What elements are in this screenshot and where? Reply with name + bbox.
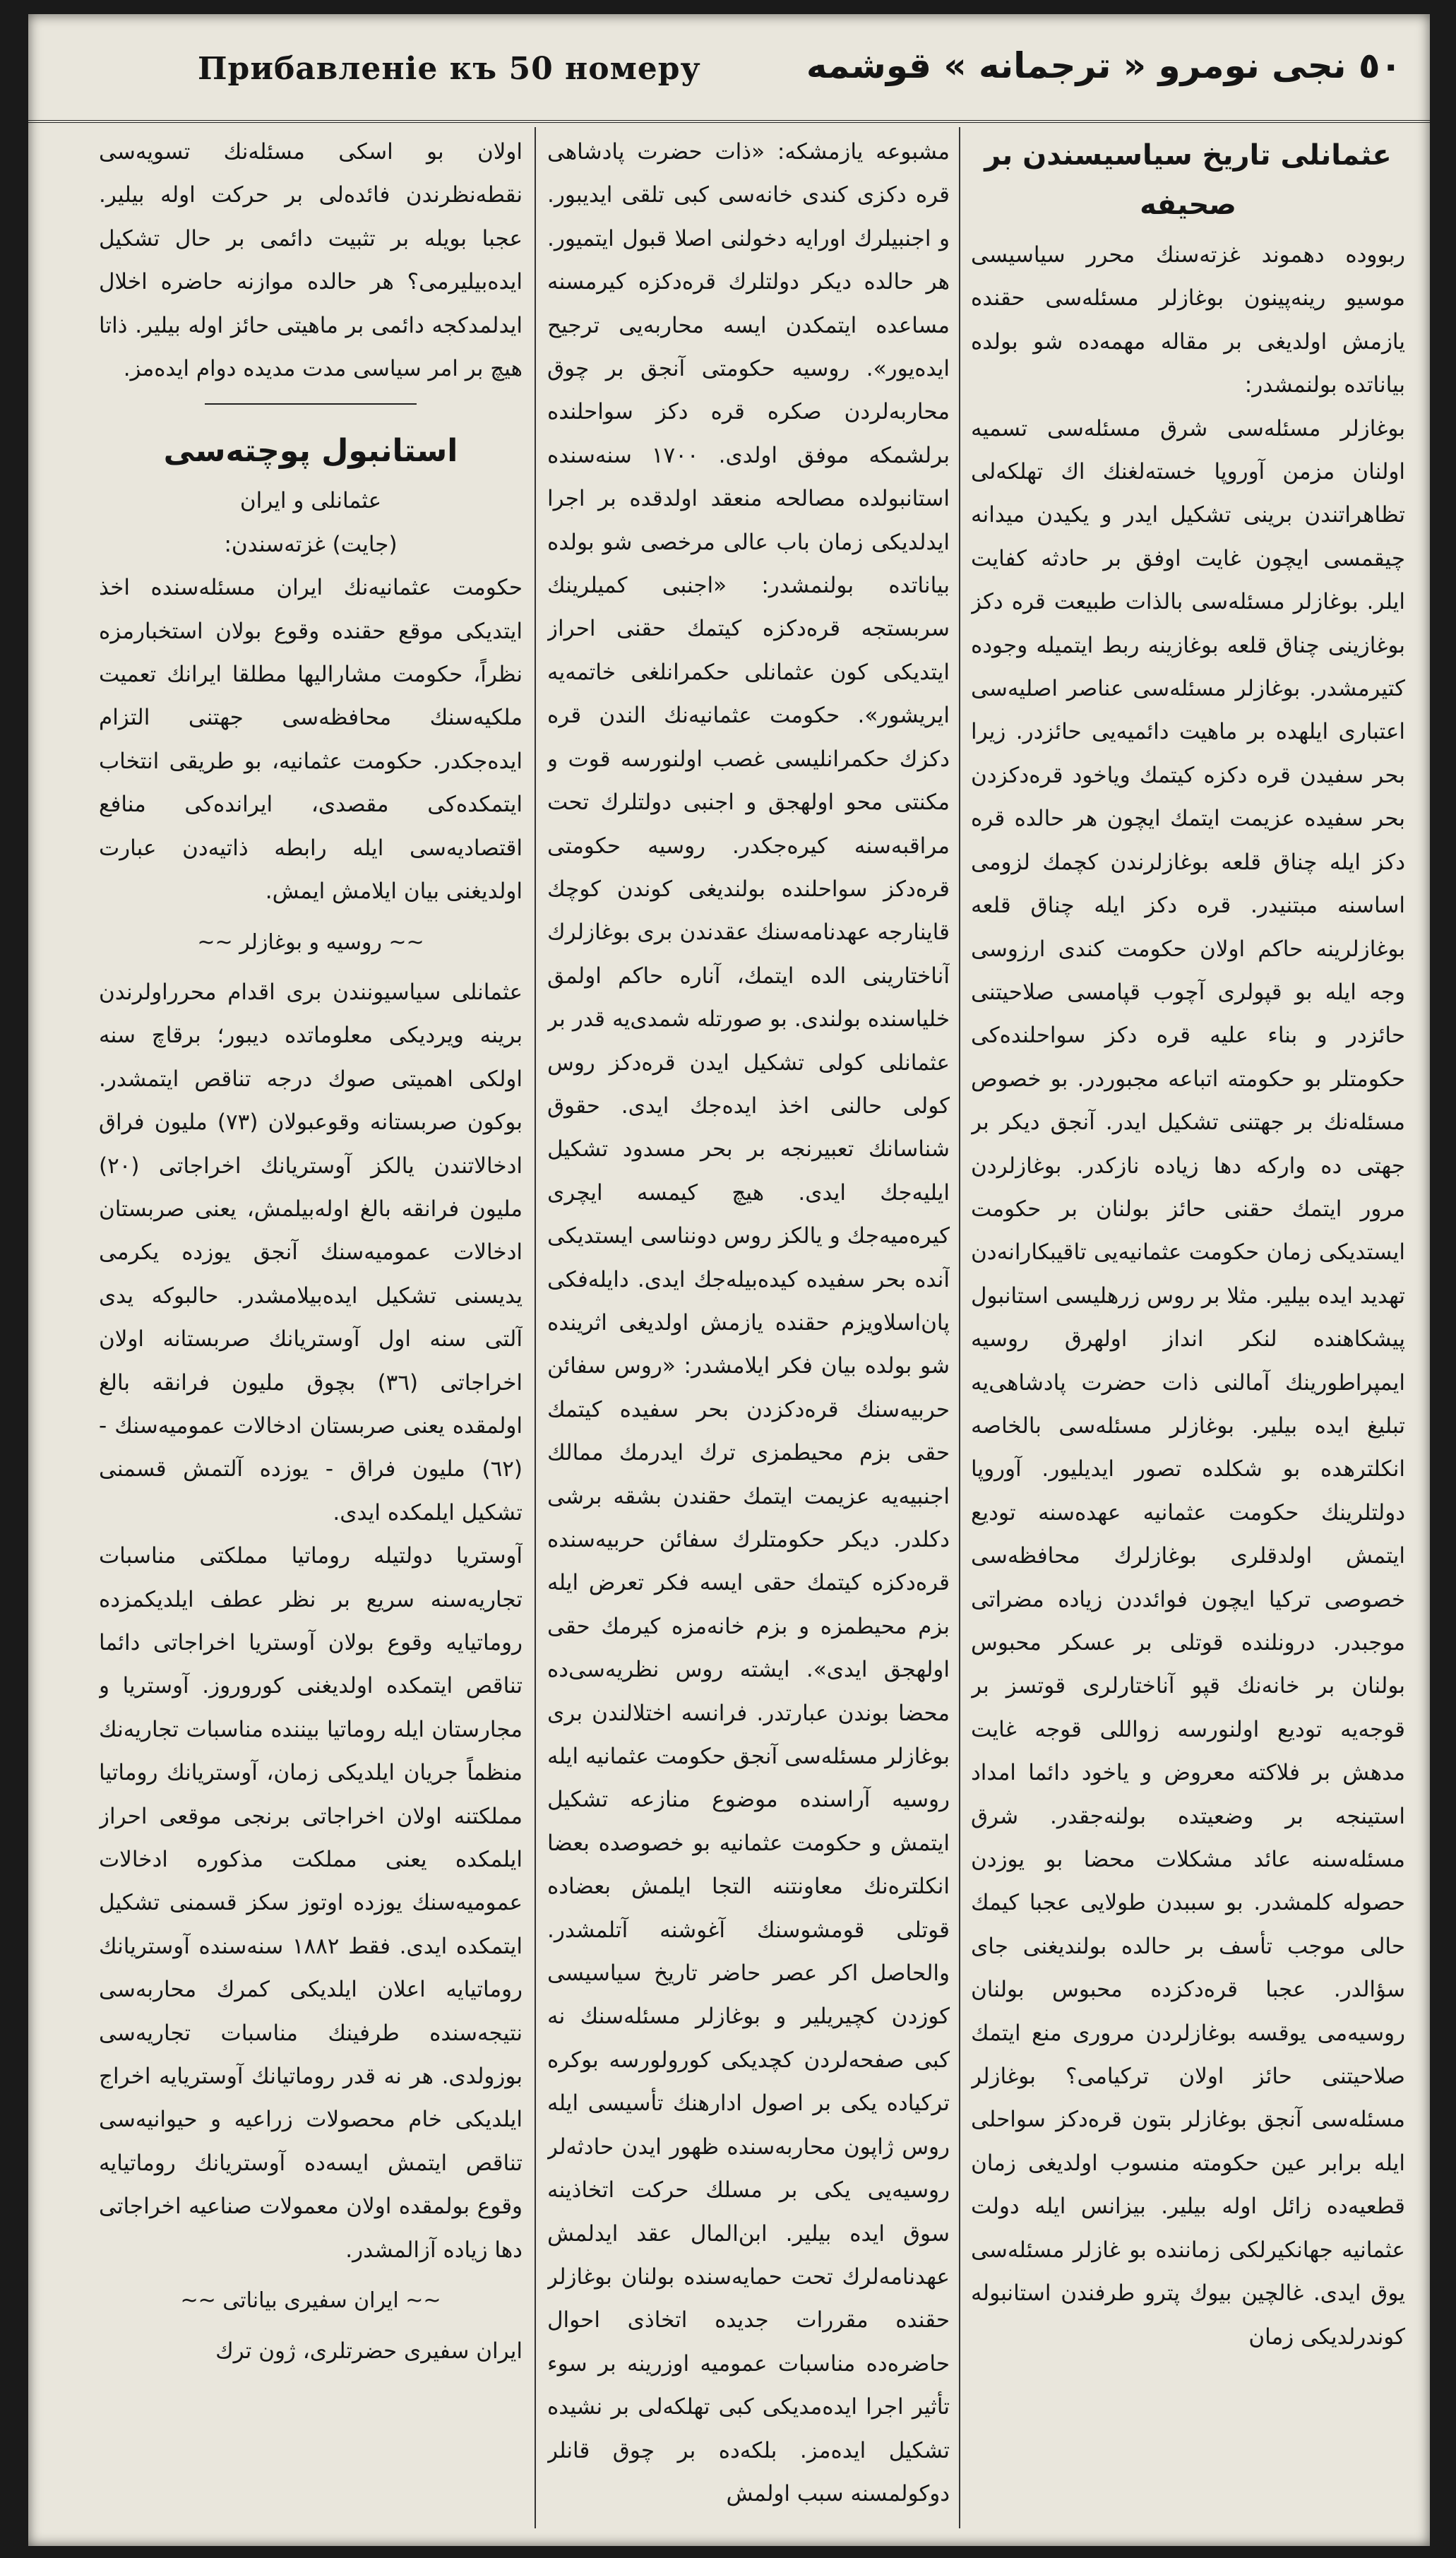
article-paragraph: اولان بو اسکی مسئله‌نك تسویه‌سی نقطه‌نظرندن فائده‌لی بر حرکت اوله بیلیر. عجبا بویله بر تثبیت دائمی بر حال تشکیل ایده‌بیلیرمی؟ هر حالده موازنه حاضره اخلال ایدلمدکجه دائمی بر ماهیتی حائز اوله بیلیر. ذاتا هیچ بر امر سیاسی مدت مدیده دوام ایده‌مز. — [99, 139, 523, 382]
article-paragraph: مشبوعه یازمشکه: «ذات حضرت پادشاهی قره دکزی کندی خانه‌سی کبی تلقی ایدیبور. و اجنبیلرك اورایه دخولنی اصلا قبول ایتمیور. هر حالده دیکر دولتلرك قره‌دکزه کیرمسنه مساعده ایتمکدن ایسه محاربه‌یی ترجیح ایده‌یور». روسیه حکومتی آنجق بر چوق محاربه‌لردن صکره قره دکز سواحلنده برلشمکه موفق اولدی. ١٧٠٠ سنه‌سنده استانبولده مصالحه منعقد اولدقده بر اجرا ایدلدیکی زمان باب عالی مرخصی شو بولده بیاناتده بولنمشدر: «اجنبی کمیلرینك سربستجه قره‌دکزه کیتمك حقنی احراز ایتدیکی کون عثمانلی حکمرانلغی خاتمه‌یه ایریشور». حکومت عثمانیه‌نك الندن قره دکزك حکمرانلیسی غصب اولنورسه قوت و مکنتی محو اولهجق و اجنبی دولتلرك تحت مراقبه‌سنه کیره‌جکدر. روسیه حکومتی قره‌دکز سواحلنده بولندیغی کوندن کوچك قاینارجه عهدنامه‌سنك عقدندن بری بوغازلرك آناختارینی الده ایتمك، آناره حاکم اولمق خلیاسنده بولندی. بو صورتله شمدی‌یه قدر بر عثمانلی کولی تشکیل ایدن قره‌دکز روس کولی حالنی اخذ ایده‌جك ایدی. حقوق شناسانك تعبیرنجه بر بحر مسدود تشکیل ایلیه‌جك ایدی. هیچ کیمسه ایچری کیره‌میه‌جك و یالکز روس دونناسی ایستدیکی آنده بحر سفیده کیده‌بیله‌جك ایدی. دایله‌فکی پان‌اسلاویزم حقنده یازمش اولدیغی اثرینده شو بولده بیان فکر ایلامشدر: «روس سفائن حربیه‌سنك قره‌دکزدن بحر سفیده کیتمك حقی بزم محیطمزی ترك ایدرمك ممالك اجنبیه‌یه عزیمت ایتمك حقندن بشقه برشی دکلدر. دیکر حکومتلرك سفائن حربیه‌سنده قره‌دکزه کیتمك حقی ایسه فکر تعرض ایله بزم محیطمزه و بزم خانه‌مزه کیرمك حقی اولهجق ایدی». ایشته روس نظریه‌سی‌ده محضا بوندن عبارتدر. فرانسه اختلالندن بری بوغازلر مسئله‌سی آنجق حکومت عثمانیه ایله روسیه آراسنده موضوع منازعه تشکیل ایتمش و حکومت عثمانیه بو خصوصده بعضا انکلتره‌نك معاونتنه التجا ایلمش بعضاده قوتلی قومشوسنك آغوشنه آتلمشدر. والحاصل اکر عصر حاضر تاریخ سیاسیسی کوزدن کچیریلیر و بوغازلر مسئله‌سنك نه کبی صفحه‌لردن کچدیکی کورولورسه بوکره ترکیاده یکی بر اصول ادارهنك تأسیسی ایله روس ژاپون محاربه‌سنده ظهور ایدن حادثه‌لر روسیه‌یی یکی بر مسلك حرکت اتخاذینه سوق ایده بیلیر. ابن‌المال عقد ایدلمش عهدنامه‌لرك تحت حمایه‌سنده بولنان بوغازلر حقنده مقررات جدیده اتخاذی احوال حاضره‌ده مناسبات عمومیه اوزرینه بر سوء تأثیر اجرا ایده‌مدیکی کبی تهلکه‌لی بر نشیده تشکیل ایده‌مز. بلکه‌ده بر چوق قانلر دوکولمسنه سبب اولمش — [547, 139, 950, 2506]
column-right — [971, 131, 1405, 2525]
article-paragraph: آوستریا دولتیله روماتیا مملکتی مناسبات تجاریه‌سنه سریع بر نظر عطف ایلدیکمزده روماتیایه وقوع بولان آوستریا اخراجاتی دائما تناقص ایتمکده اولدیغنی کوروروز. آوستریا و مجارستان ایله روماتیا بیننده مناسبات تجاریه‌نك منظماً جریان ایلدیکی زمان، آوستریانك روماتیا مملکتنه اولان اخراجاتی برنجی موقعی احراز ایلمکده یعنی مملکت مذکوره ادخالات عمومیه‌سنك یوزده اوتوز سکز قسمنی تشکیل ایتمکده ایدی. فقط ١٨٨٢ سنه‌سنده آوستریانك روماتیایه اعلان ایلدیکی کمرك محاربه‌سی نتیجه‌سنده طرفینك مناسبات تجاریه‌سی بوزولدی. هر نه قدر روماتیانك آوستریایه اخراج ایلدیکی خام محصولات زراعیه و حیوانیه‌سی تناقص ایتمش ایسه‌ده آوستریانك روماتیایه وقوع بولمقده اولان معمولات صناعیه اخراجاتی دها زیاده آزالمشدر. — [99, 1543, 523, 2263]
article-title: عثمانلی تاریخ سیاسیسندن بر صحیفه — [984, 139, 1392, 221]
ornament-heading — [99, 2279, 523, 2322]
section-subtitle: عثمانلی و ایران — [239, 488, 382, 514]
section-divider — [205, 403, 417, 405]
ornament-icon: ~~ — [197, 929, 233, 955]
section-source: (جایت) غزته‌سندن: — [224, 531, 398, 557]
column-rule — [959, 127, 960, 2528]
article-paragraph: عثمانلی سیاسیونندن بری اقدام محرراولرندن برینه ویردیکی معلوماتده دیبور؛ برقاچ سنه اولکی اهمیتی صوك درجه تناقص ایتمشدر. بوکون صربستانه وقوعبولان (٧٣) ملیون فراق ادخالاتندن یالکز آوستریانك اخراجاتی (٢٠) ملیون فرانقه بالغ اوله‌بیلمش، یعنی صربستان ادخالات عمومیه‌سنك آنجق یوزده یکرمی یدیسنی تشکیل ایده‌بیلامشدر. حالبوکه یدی آلتی سنه اول آوستریانك صربستانه اولان اخراجاتی (٣٦) بچوق ملیون فرانقه بالغ اولمقده یعنی صربستان ادخالات عمومیه‌سنك - (٦٢) ملیون فراق - یوزده آلتمش قسمنی تشکیل ایلمکده ایدی. — [99, 979, 523, 1525]
ornament-icon: ~~ — [405, 2288, 441, 2314]
column-left — [99, 131, 523, 2525]
section-title: استانبول پوچته‌سی — [163, 433, 458, 470]
column-rule — [535, 127, 536, 2528]
article-paragraph: ایران سفیری حضرتلری، ژون ترك — [215, 2338, 523, 2364]
ornament-icon: ~~ — [180, 2288, 216, 2314]
newspaper-page — [28, 14, 1430, 2546]
masthead — [28, 14, 1430, 123]
ornament-heading — [99, 921, 523, 964]
article-paragraph: ربووده دهموند غزته‌سنك محرر سیاسیسی موسیو رینه‌پینون بوغازلر مسئله‌سی حقنده یازمش اولدیغی بر مقاله مهمه‌ده شو بولده بیاناتده بولنمشدر: — [971, 242, 1405, 398]
masthead-turkish-title: ٥٠ نجی نومرو « ترجمانه » قوشمه — [806, 45, 1402, 86]
column-middle — [547, 131, 950, 2525]
article-paragraph: بوغازلر مسئله‌سی شرق مسئله‌سی تسمیه اولنان مزمن آوروپا خسته‌لغنك اك تهلکه‌لی تظاهراتندن برینی تشکیل ایدر و یکیدن میدانه چیقمسی ایچون غایت اوفق بر حادثه کفایت ایلر. بوغازلر مسئله‌سی بالذات طبیعت قره دکز بوغازینی چناق قلعه بوغازینه ربط ایتمیله وجوده کتیرمشدر. بوغازلر مسئله‌سی عناصر اصلیه‌سی اعتباری ایلهده بر ماهیت دائمیه‌یی حائزدر. زیرا بحر سفیدن قره دکزه کیتمك ویاخود قره‌دکزدن بحر سفیده عزیمت ایتمك ایچون هر حالده قره دکز ایله چناق قلعه بوغازلرندن کچمك لزومی اساسنه مبتنیدر. قره دکز ایله چناق قلعه بوغازلرینه حاکم اولان حکومت کندی ارزوسی وجه ایله بو قپولری آچوب قپامسی صلاحیتنی حائزدر و بناء علیه قره دکز سواحلنده‌کی حکومتلر بو حکومته اتباعه مجبوردر. بو خصوص مسئله‌نك بر جهتنی تشکیل ایدر. آنجق دیکر بر جهتی ده وارکه دها زیاده نازکدر. بوغازلردن مرور ایتمك حقنی حائز بولنان بر حکومت ایستدیکی زمان حکومت عثمانیه‌یی تاقیبکارانه‌دن تهدید ایده بیلیر. مثلا بر روس زرهلیسی استانبول پیشکاهنده لنکر انداز اولهرق روسیه ایمپراطورینك آمالنی ذات حضرت پادشاهی‌یه تبلیغ ایده بیلیر. بوغازلر مسئله‌سی بالخاصه انکلترهده بو شکلده تصور ایدیلیور. آوروپا دولتلرینك حکومت عثمانیه عهده‌سنه تودیع ایتمش اولدقلری بوغازلرك محافظه‌سی خصوصی ترکیا ایچون فوائددن زیاده مضراتی موجبدر. درونلنده قوتلی بر عسکر محبوس بولنان بر خانه‌نك قپو آناختارلری قوتسز بر قوجه‌یه تودیع اولنورسه زواللی قوجه غایت مدهش بر فلاکته معروض و یاخود دائما امداد استینجه بر وضعیتده بولنه‌جقدر. شرق مسئله‌سنه عائد مشکلات محضا بو یوزدن حصوله کلمشدر. بو سببدن طولایی عجبا کیمك حالی موجب تأسف بر حالده بولندیغنی جای سؤالدر. عجبا قره‌دکزده محبوس بولنان روسیه‌می یوقسه بوغازلردن مروری منع ایتمك صلاحیتنی حائز اولان ترکیامی؟ بوغازلر مسئله‌سی آنجق بوغازلر بتون قره‌دکز سواحلی ایله برابر عین حکومته منسوب اولدیغی زمان قطعیه‌ده زائل اوله بیلیر. بیزانس ایله دولت عثمانیه جهانکیرلکی زماننده بو غازلر مسئله‌سی یوق ایدی. غالچین بیوك پترو طرفندن استانبوله کوندرلدیکی زمان — [971, 415, 1405, 2350]
article-paragraph: حکومت عثمانیه‌نك ایران مسئله‌سنده اخذ ایتدیکی موقع حقنده وقوع بولان استخبارمزه نظراً، حکومت مشارالیها مطلقا ایرانك تعمیت ملکیه‌سنك محافظه‌سی جهتنی التزام ایده‌جکدر. حکومت عثمانیه، بو طریقی انتخاب ایتمکده‌کی مقصدی، ایرانده‌کی منافع اقتصادیه‌سی ایله رابطه ذاتیه‌دن عبارت اولدیغنی بیان ایلامش ایمش. — [99, 575, 523, 905]
ornament-heading-label: ایران سفیری بیاناتی — [222, 2288, 399, 2314]
ornament-icon: ~~ — [388, 929, 424, 955]
masthead-russian-title: Прибавленіе къ 50 номеру — [198, 51, 701, 87]
ornament-heading-label: روسیه و بوغازلر — [239, 929, 382, 955]
